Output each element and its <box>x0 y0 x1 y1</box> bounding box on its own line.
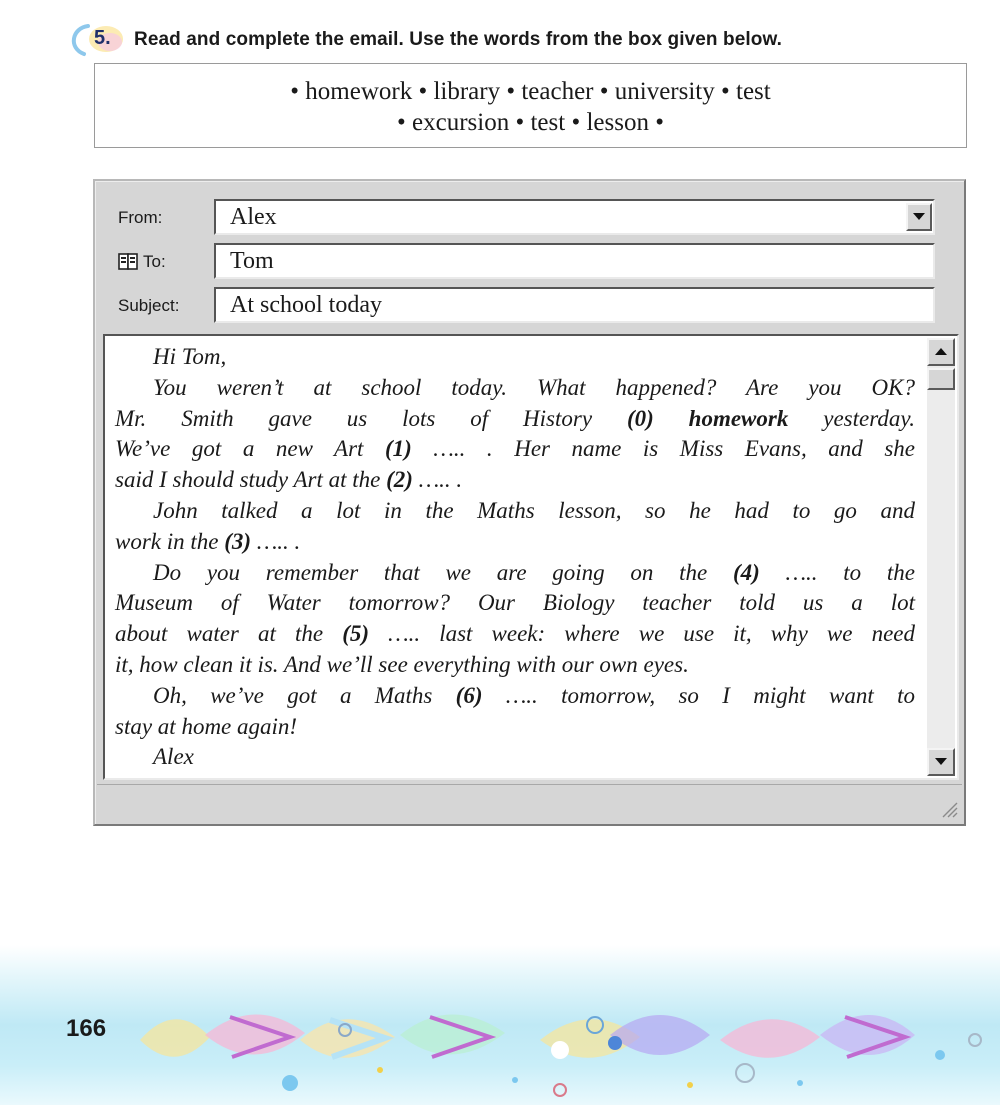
example-answer: (0) homework <box>626 405 789 431</box>
gap-2: (2) <box>386 467 413 493</box>
body-line: Museum of Water tomorrow? Our Biology teacher told us a lot <box>115 590 915 616</box>
chevron-down-icon <box>913 213 925 221</box>
signature: Alex <box>153 744 194 770</box>
greeting: Hi Tom, <box>153 344 227 369</box>
from-label: From: <box>118 208 163 227</box>
task-number: 5. <box>94 27 111 49</box>
body-line: Oh, we’ve got a Maths (6) ….. tomorrow, so I might want to <box>153 682 915 708</box>
address-book-icon[interactable] <box>118 253 140 271</box>
task-heading <box>62 22 782 58</box>
subject-value: At school today <box>230 292 382 318</box>
scroll-down-button[interactable] <box>927 748 955 776</box>
gap-1: (1) <box>385 436 412 462</box>
gap-3: (3) <box>224 528 252 554</box>
body-line: stay at home again! <box>115 713 298 739</box>
arrow-up-icon <box>935 348 947 356</box>
resize-grip-icon[interactable] <box>940 800 958 818</box>
subject-input[interactable] <box>214 287 935 323</box>
decorative-leaves-icon <box>0 945 1000 1105</box>
to-value: Tom <box>230 248 274 274</box>
word-box <box>94 63 967 148</box>
word-box-line: • excursion • test • lesson • <box>397 109 664 136</box>
subject-label: Subject: <box>118 296 180 315</box>
gap-6: (6) <box>455 682 483 708</box>
email-body-text <box>115 342 915 773</box>
to-label[interactable]: To: <box>118 252 166 272</box>
subject-row <box>95 287 964 325</box>
email-body[interactable] <box>103 334 959 780</box>
body-line: John talked a lot in the Maths lesson, so he had to go and <box>153 497 915 523</box>
task-number-badge <box>62 22 126 58</box>
from-dropdown-button[interactable] <box>906 203 932 231</box>
vertical-scrollbar[interactable] <box>927 338 955 776</box>
gap-4: (4) <box>733 559 760 585</box>
scroll-up-button[interactable] <box>927 338 955 366</box>
scroll-thumb[interactable] <box>927 368 955 390</box>
page-number: 166 <box>66 1015 107 1042</box>
task-instruction: Read and complete the email. Use the words from the box given below. <box>134 29 783 50</box>
body-line: said I should study Art at the (2) ….. . <box>115 467 463 493</box>
page-footer <box>0 945 1000 1105</box>
body-line: Do you remember that we are going on the (4) ….. to the <box>153 559 916 585</box>
from-select[interactable] <box>214 199 935 235</box>
body-line: about water at the (5) ….. last week: where we use it, why we need <box>115 621 916 647</box>
to-row <box>95 243 964 281</box>
body-line: work in the (3) ….. . <box>115 528 301 554</box>
gap-5: (5) <box>342 621 370 647</box>
to-input[interactable] <box>214 243 935 279</box>
body-line: it, how clean it is. And we’ll see everything with our own eyes. <box>115 651 689 677</box>
arrow-down-icon <box>935 758 947 766</box>
body-line: You weren’t at school today. What happened? Are you OK? <box>153 374 915 400</box>
word-box-line: • homework • library • teacher • university • test <box>290 78 771 105</box>
from-value: Alex <box>230 204 277 230</box>
email-window <box>93 179 966 826</box>
body-line: Mr. Smith gave us lots of History (0) homework yesterday. <box>115 405 916 431</box>
from-row <box>95 199 964 237</box>
status-bar <box>97 784 962 822</box>
body-line: We’ve got a new Art (1) ….. . Her name is Miss Evans, and she <box>115 436 916 462</box>
